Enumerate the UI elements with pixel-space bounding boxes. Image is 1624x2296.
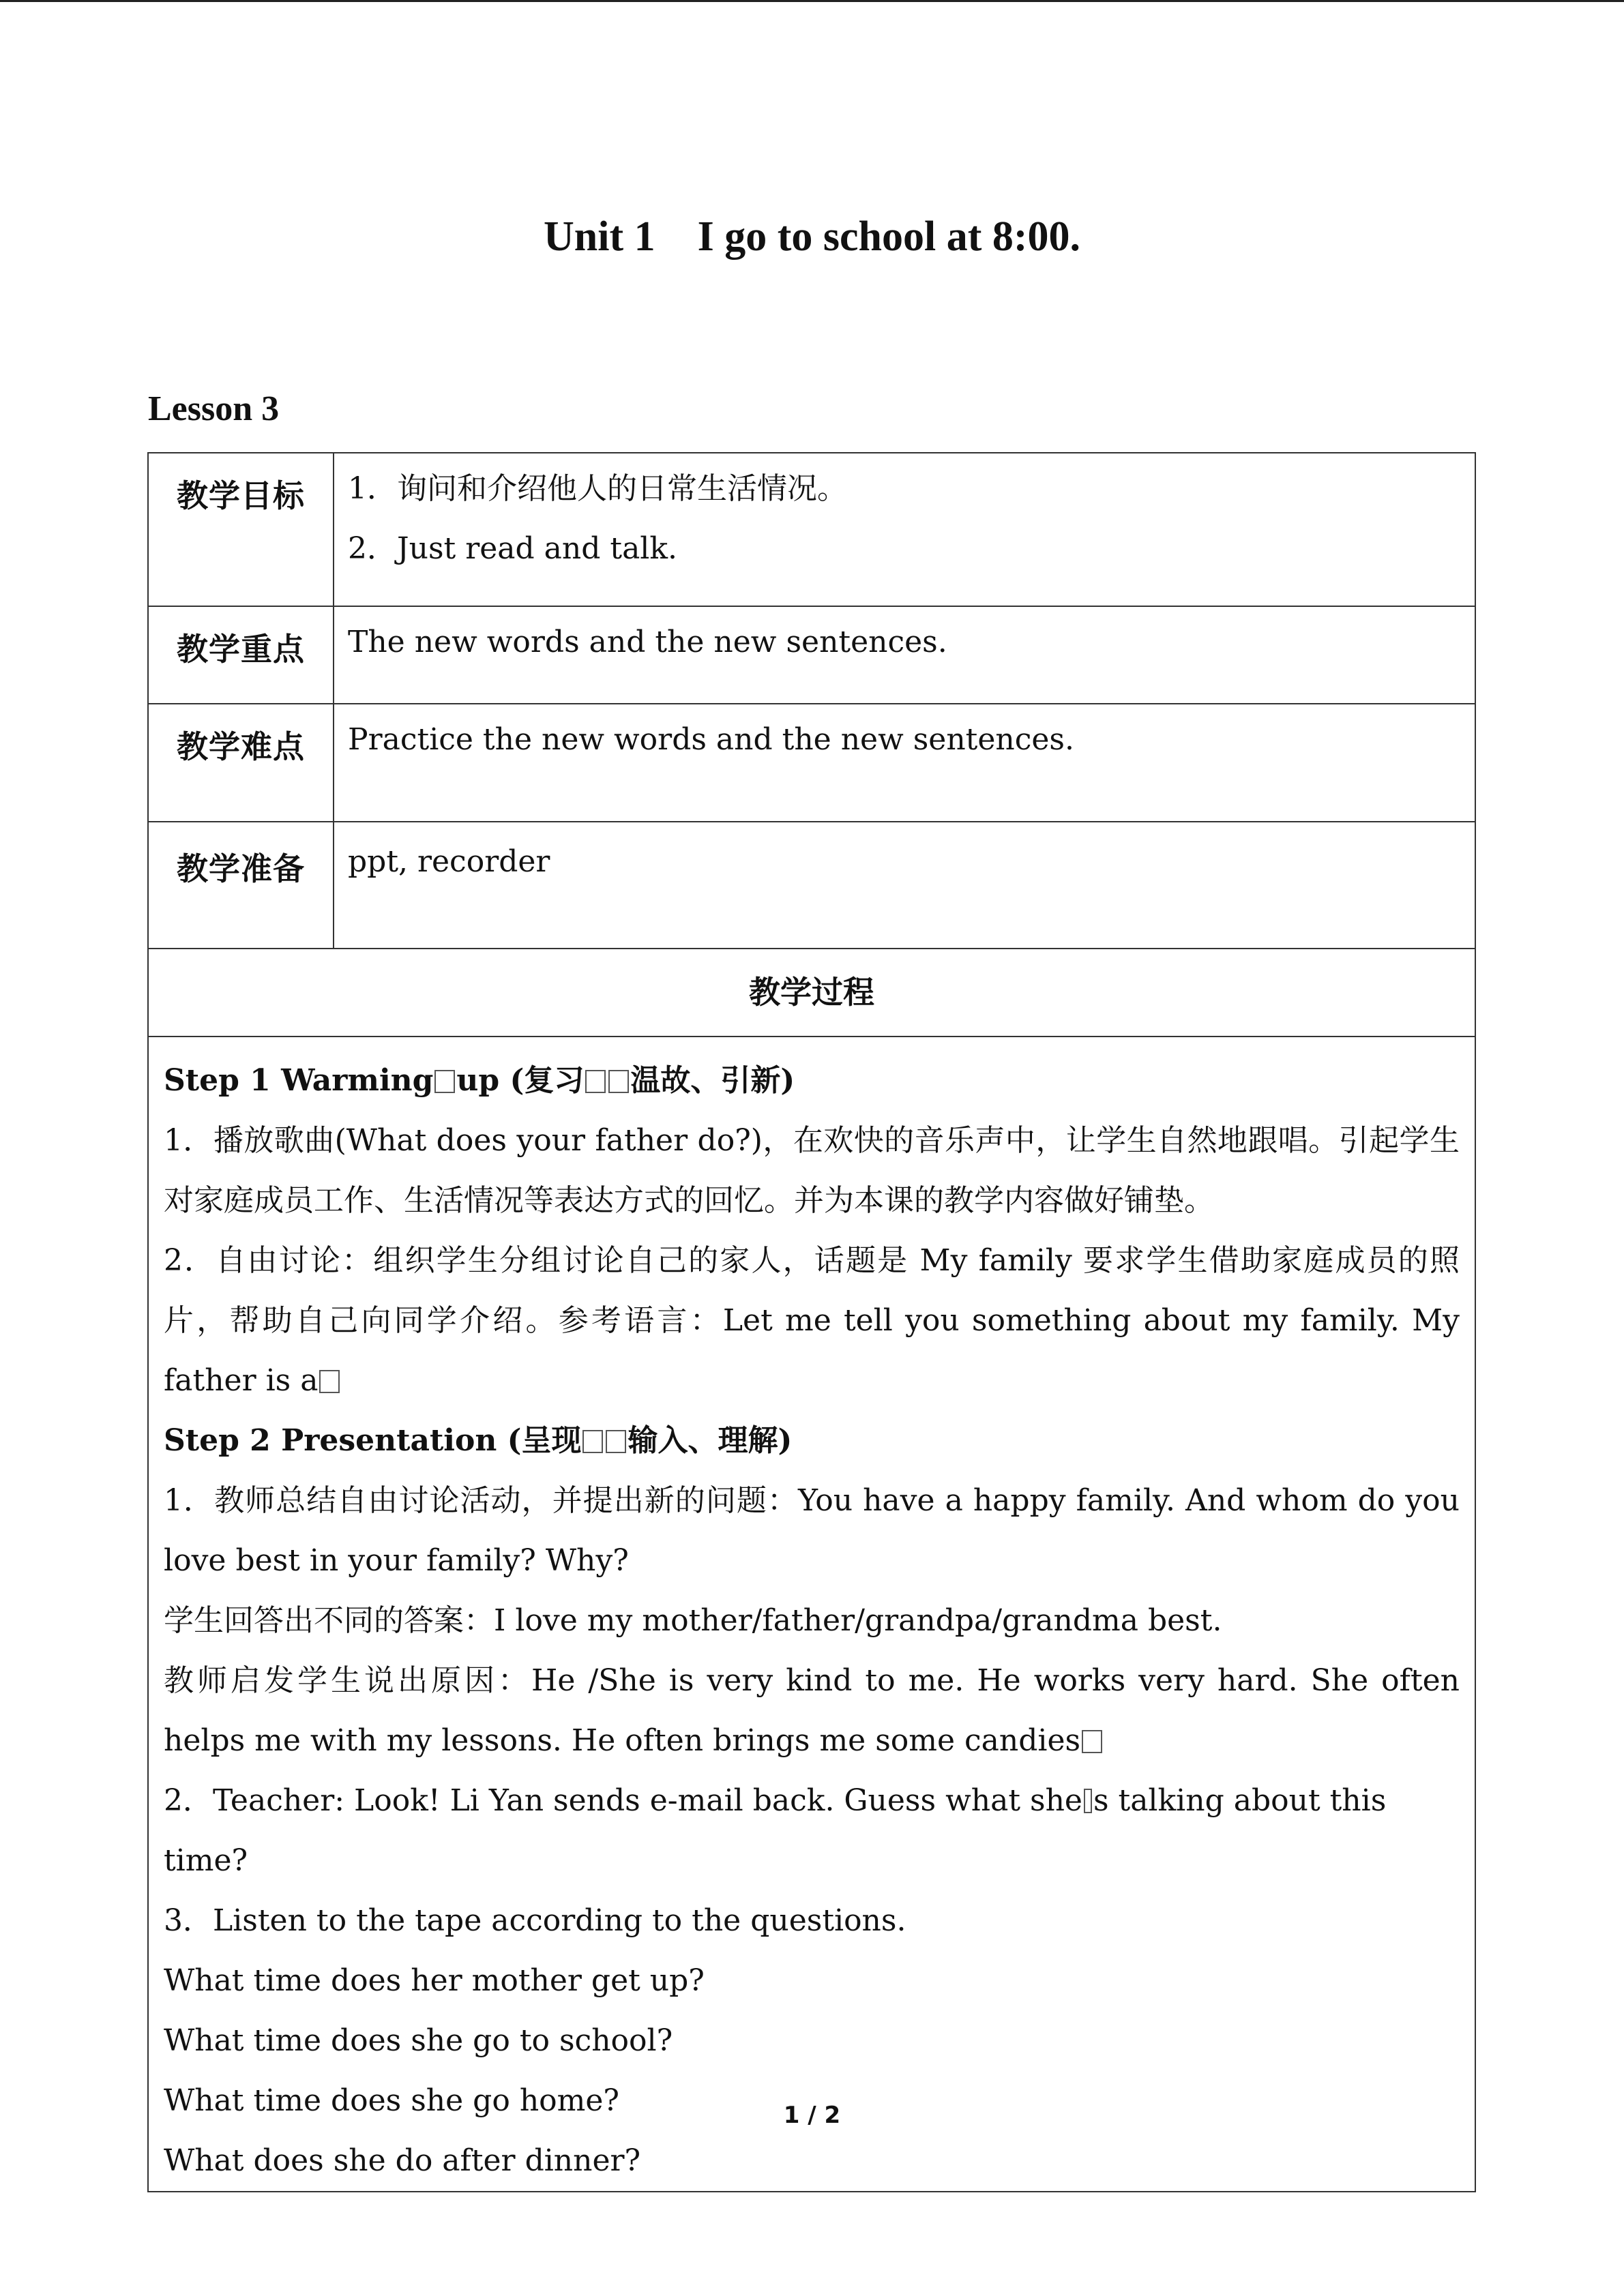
missing-glyph-box	[606, 1430, 626, 1453]
missing-glyph-box	[1084, 1789, 1092, 1813]
step1-paragraph-2-text: 2．自由讨论：组织学生分组讨论自己的家人，话题是 My family 要求学生借助家庭成员的照片，帮助自己向同学介绍。参考语言：Let me tell you something about my family. My father is a	[164, 1243, 1460, 1398]
missing-glyph-box	[608, 1070, 629, 1093]
missing-glyph-box	[582, 1430, 603, 1453]
table-row-difficulties	[148, 704, 1475, 822]
table-row-process-title	[148, 949, 1475, 1037]
difficulties-label: 教学难点	[148, 704, 334, 822]
page-title: Unit 1 I go to school at 8:00.	[543, 213, 1081, 260]
step2-heading	[164, 1411, 1460, 1471]
question-item: What does she do after dinner?	[164, 2143, 641, 2178]
table-row-objectives	[148, 453, 1475, 606]
missing-glyph-box	[585, 1070, 606, 1093]
step2-heading-part-b: 输入、理解)	[628, 1423, 793, 1458]
difficulties-content: Practice the new words and the new sentences.	[334, 704, 1475, 822]
objectives-label: 教学目标	[148, 453, 334, 606]
step2-paragraph-4-part-b: s talking about this time?	[164, 1783, 1387, 1878]
missing-glyph-box	[434, 1070, 455, 1093]
question-item: What time does her mother get up?	[164, 1963, 705, 1998]
page-number: 1 / 2	[783, 2102, 841, 2129]
step2-paragraph-3	[164, 1651, 1460, 1771]
step2-paragraph-4-part-a: 2．Teacher: Look! Li Yan sends e-mail back. Guess what she	[164, 1783, 1082, 1818]
question-item: What time does she go home?	[164, 2083, 619, 2118]
table-row-preparation	[148, 822, 1475, 949]
step2-heading-part-a: Step 2 Presentation (呈现	[164, 1423, 582, 1458]
missing-glyph-box	[319, 1370, 340, 1393]
key-points-content: The new words and the new sentences.	[334, 606, 1475, 704]
preparation-content: ppt, recorder	[334, 822, 1475, 949]
key-points-label: 教学重点	[148, 606, 334, 704]
step2-paragraph-5: 3．Listen to the tape according to the questions.	[164, 1903, 906, 1938]
table-row-process	[148, 1037, 1475, 2192]
lesson-plan-table	[147, 452, 1476, 2192]
objectives-content	[334, 453, 1475, 606]
step1-heading-part-a: Step 1 Warming	[164, 1063, 434, 1098]
step1-paragraph-2	[164, 1231, 1460, 1411]
step1-heading	[164, 1051, 1460, 1111]
step1-heading-part-b: up (复习	[456, 1063, 585, 1098]
objective-item-1: 1．询问和介绍他人的日常生活情况。	[348, 471, 847, 506]
step2-paragraph-3-text: 教师启发学生说出原因：He /She is very kind to me. He works very hard. She often helps me with my lessons. He often brings me some candies	[164, 1663, 1460, 1758]
step2-paragraph-4	[164, 1771, 1460, 1891]
missing-glyph-box	[1082, 1730, 1102, 1753]
step2-paragraph-1: 1．教师总结自由讨论活动，并提出新的问题：You have a happy family. And whom do you love best in your family? Why?	[164, 1483, 1460, 1578]
table-row-key-points	[148, 606, 1475, 704]
objective-item-2: 2．Just read and talk.	[348, 531, 678, 566]
step1-paragraph-1: 1．播放歌曲(What does your father do?)，在欢快的音乐声中，让学生自然地跟唱。引起学生对家庭成员工作、生活情况等表达方式的回忆。并为本课的教学内容做好铺垫。	[164, 1123, 1460, 1218]
process-title: 教学过程	[148, 949, 1475, 1037]
question-item: What time does she go to school?	[164, 2023, 673, 2058]
step2-paragraph-2: 学生回答出不同的答案：I love my mother/father/grandpa/grandma best.	[164, 1603, 1222, 1638]
process-content	[148, 1037, 1475, 2192]
preparation-label: 教学准备	[148, 822, 334, 949]
top-border-line	[0, 0, 1624, 2]
step1-heading-part-c: 温故、引新)	[630, 1063, 795, 1098]
lesson-heading: Lesson 3	[148, 389, 280, 428]
